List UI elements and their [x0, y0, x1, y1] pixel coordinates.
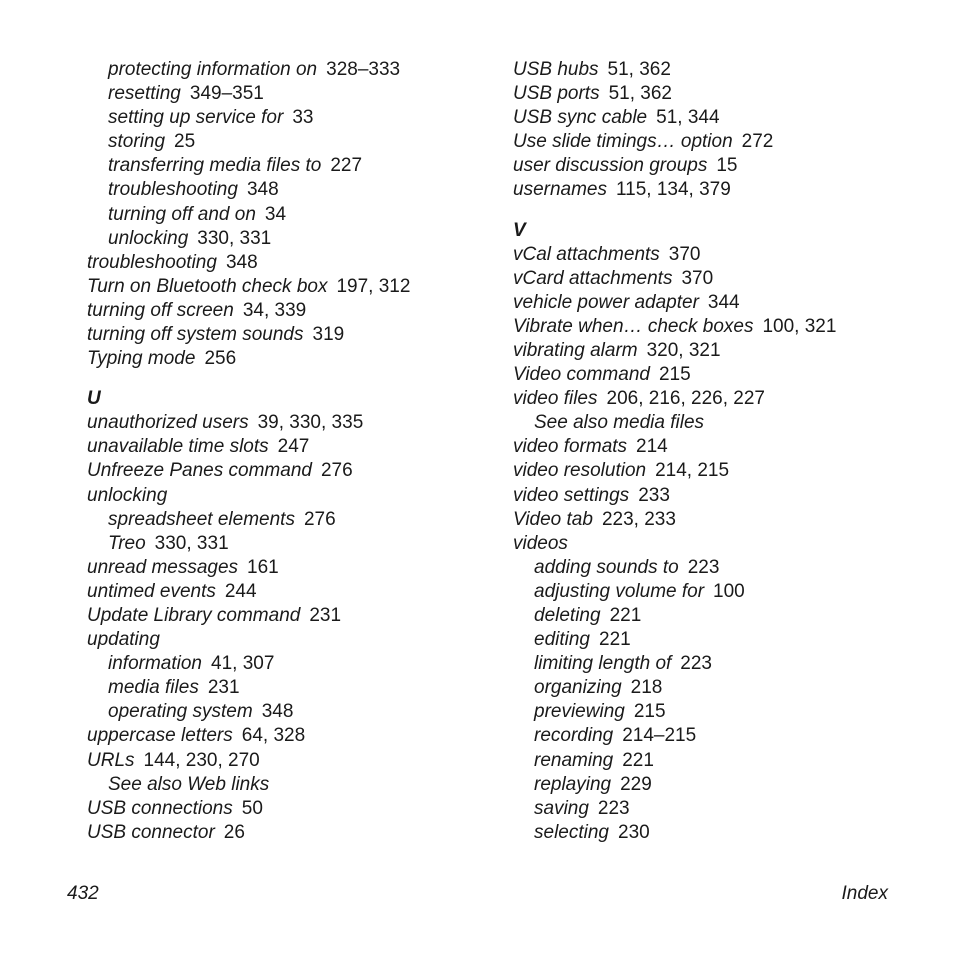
index-subentry: [513, 604, 913, 628]
index-term: video formats: [513, 436, 628, 458]
index-page-refs: 39, 330, 335: [257, 412, 364, 434]
index-term: limiting length of: [534, 653, 672, 675]
index-page-refs: 51, 344: [656, 107, 720, 129]
index-term: previewing: [534, 701, 625, 723]
index-page-refs: 276: [303, 508, 336, 530]
index-entry: [87, 275, 487, 299]
index-page-refs: 51, 362: [608, 83, 672, 105]
index-entry: [87, 749, 487, 773]
index-page-refs: 223: [687, 556, 720, 578]
entries-top-left: [87, 58, 487, 371]
index-term: See also Web links: [108, 773, 270, 795]
index-entry: [87, 556, 487, 580]
section-letter-u: U: [87, 388, 101, 410]
page-number: 432: [67, 883, 99, 904]
index-subentry: [87, 106, 487, 130]
index-page-refs: 144, 230, 270: [143, 749, 260, 771]
index-page-refs: 50: [241, 797, 263, 819]
index-entry: [513, 435, 913, 459]
index-entry: [513, 82, 913, 106]
index-term: video resolution: [513, 460, 647, 482]
index-page-refs: 348: [261, 701, 294, 723]
index-page-refs: 330, 331: [154, 532, 229, 554]
index-term: untimed events: [87, 580, 216, 602]
index-page-refs: 344: [707, 291, 740, 313]
index-entry: [513, 532, 913, 556]
index-term: USB sync cable: [513, 107, 648, 129]
index-term: Video command: [513, 364, 650, 386]
index-term: USB ports: [513, 83, 600, 105]
index-subentry: [87, 700, 487, 724]
index-page-refs: 214, 215: [655, 460, 730, 482]
entries-section-u: [87, 411, 487, 845]
index-term: videos: [513, 532, 568, 554]
index-term: video files: [513, 388, 598, 410]
index-entry: [513, 484, 913, 508]
index-term: vibrating alarm: [513, 339, 638, 361]
index-page-refs: 197, 312: [336, 275, 411, 297]
index-term: setting up service for: [108, 107, 284, 129]
index-term: video settings: [513, 484, 630, 506]
index-term: unlocking: [87, 484, 168, 506]
index-entry: [513, 154, 913, 178]
index-term: recording: [534, 725, 614, 747]
index-term: unavailable time slots: [87, 436, 269, 458]
index-term: editing: [534, 629, 590, 651]
index-subentry: [87, 58, 487, 82]
index-page-refs: 231: [309, 604, 342, 626]
index-page-refs: 223: [597, 797, 630, 819]
index-entry: [87, 821, 487, 845]
index-entry: [513, 243, 913, 267]
index-page-refs: 244: [224, 580, 257, 602]
index-page-refs: 328–333: [326, 59, 401, 80]
index-entry: [513, 267, 913, 291]
index-entry: [513, 178, 913, 202]
index-term: information: [108, 653, 202, 675]
index-page-refs: 319: [312, 324, 345, 346]
index-page-refs: 33: [292, 107, 314, 129]
index-page-refs: 25: [174, 131, 196, 153]
index-term: turning off screen: [87, 299, 234, 321]
index-entry: [513, 106, 913, 130]
index-page-refs: 223: [680, 653, 712, 675]
index-page-refs: 161: [247, 556, 279, 578]
index-page-refs: 214–215: [622, 725, 697, 747]
index-page-refs: 215: [633, 701, 666, 723]
index-entry: [513, 291, 913, 315]
index-entry: [87, 724, 487, 748]
index-subentry: [513, 821, 913, 845]
index-page-refs: 221: [609, 604, 642, 626]
index-term: user discussion groups: [513, 155, 708, 177]
index-subentry: [513, 411, 913, 435]
index-term: updating: [87, 629, 160, 651]
index-subentry: [87, 652, 487, 676]
index-term: spreadsheet elements: [108, 508, 295, 530]
index-page-refs: 206, 216, 226, 227: [606, 388, 765, 410]
index-term: adjusting volume for: [534, 580, 705, 602]
index-page-refs: 231: [207, 677, 240, 699]
index-term: storing: [108, 131, 166, 153]
index-page-refs: 15: [716, 155, 738, 177]
index-page-refs: 221: [599, 629, 631, 651]
index-term: USB hubs: [513, 59, 599, 80]
index-term: Unfreeze Panes command: [87, 460, 312, 482]
index-subentry: [87, 130, 487, 154]
index-subentry: [513, 797, 913, 821]
index-entry: [513, 508, 913, 532]
index-term: See also media files: [534, 412, 705, 434]
index-term: media files: [108, 677, 199, 699]
index-term: Vibrate when… check boxes: [513, 315, 754, 337]
index-entry: [513, 58, 913, 82]
index-term: uppercase letters: [87, 725, 233, 747]
index-term: turning off and on: [108, 203, 256, 225]
index-page-refs: 214: [636, 436, 668, 458]
index-page-refs: 229: [620, 773, 652, 795]
index-term: operating system: [108, 701, 253, 723]
index-term: usernames: [513, 179, 607, 201]
index-term: Use slide timings… option: [513, 131, 733, 153]
index-page-refs: 100, 321: [762, 315, 837, 337]
index-page-refs: 221: [622, 749, 654, 771]
index-term: URLs: [87, 749, 135, 771]
index-page-refs: 34, 339: [242, 299, 307, 321]
index-term: replaying: [534, 773, 612, 795]
index-subentry: [513, 724, 913, 748]
section-letter-v: V: [513, 219, 526, 241]
index-term: saving: [534, 797, 589, 819]
index-term: Turn on Bluetooth check box: [87, 275, 328, 297]
index-term: turning off system sounds: [87, 324, 304, 346]
index-page-refs: 276: [320, 460, 353, 482]
index-term: unlocking: [108, 227, 189, 249]
index-term: adding sounds to: [534, 556, 679, 578]
index-term: renaming: [534, 749, 614, 771]
index-entry: [87, 347, 487, 371]
index-term: troubleshooting: [87, 251, 217, 273]
index-page-refs: 34: [264, 203, 287, 225]
index-page-refs: 51, 362: [607, 59, 671, 80]
index-subentry: [513, 628, 913, 652]
index-page-refs: 26: [223, 821, 245, 843]
index-term: USB connector: [87, 821, 215, 843]
index-page-refs: 320, 321: [646, 339, 721, 361]
index-entry: [87, 580, 487, 604]
index-page-refs: 272: [741, 131, 774, 153]
index-page-refs: 330, 331: [197, 227, 272, 249]
index-subentry: [513, 700, 913, 724]
index-page-refs: 247: [277, 436, 310, 458]
index-subentry: [513, 580, 913, 604]
index-subentry: [87, 178, 487, 202]
index-page-refs: 41, 307: [211, 653, 275, 675]
index-subentry: [87, 532, 487, 556]
index-entry: [87, 484, 487, 508]
index-subentry: [513, 749, 913, 773]
index-term: Update Library command: [87, 604, 301, 626]
index-entry: [513, 387, 913, 411]
index-entry: [87, 435, 487, 459]
index-entry: [513, 339, 913, 363]
index-term: unauthorized users: [87, 412, 249, 434]
index-term: selecting: [534, 821, 609, 843]
index-page-refs: 349–351: [189, 83, 264, 105]
index-page-refs: 256: [204, 348, 237, 370]
index-subentry: [87, 773, 487, 797]
index-subentry: [513, 676, 913, 700]
index-term: Typing mode: [87, 348, 196, 370]
index-subentry: [513, 773, 913, 797]
index-term: vehicle power adapter: [513, 291, 699, 313]
index-entry: [87, 299, 487, 323]
footer-section-name: Index: [841, 883, 888, 904]
index-page-refs: 223, 233: [601, 508, 676, 530]
index-term: Treo: [108, 532, 146, 554]
index-subentry: [513, 652, 913, 676]
index-entry: [513, 363, 913, 387]
index-subentry: [513, 556, 913, 580]
index-column-right: [513, 58, 913, 845]
index-term: deleting: [534, 604, 601, 626]
index-page-refs: 348: [246, 179, 279, 201]
index-entry: [87, 797, 487, 821]
index-subentry: [87, 508, 487, 532]
index-page-refs: 348: [225, 251, 258, 273]
index-term: transferring media files to: [108, 155, 322, 177]
index-subentry: [87, 676, 487, 700]
index-subentry: [87, 227, 487, 251]
index-term: vCal attachments: [513, 243, 660, 265]
index-page-refs: 227: [330, 155, 363, 177]
index-entry: [87, 628, 487, 652]
index-entry: [513, 130, 913, 154]
index-subentry: [87, 82, 487, 106]
entries-top-right: [513, 58, 913, 203]
index-term: unread messages: [87, 556, 239, 578]
index-term: vCard attachments: [513, 267, 673, 289]
index-entry: [513, 459, 913, 483]
index-entry: [513, 315, 913, 339]
index-page-refs: 370: [668, 243, 701, 265]
index-entry: [87, 459, 487, 483]
index-page-refs: 64, 328: [241, 725, 306, 747]
entries-section-v: [513, 243, 913, 845]
index-term: USB connections: [87, 797, 233, 819]
index-term: troubleshooting: [108, 179, 238, 201]
index-column-left: [87, 58, 487, 845]
index-subentry: [87, 203, 487, 227]
index-term: resetting: [108, 83, 181, 105]
index-page-refs: 230: [618, 821, 650, 843]
index-entry: [87, 251, 487, 275]
index-term: protecting information on: [108, 59, 318, 80]
index-page-refs: 233: [638, 484, 670, 506]
index-entry: [87, 604, 487, 628]
index-page-refs: 370: [681, 267, 714, 289]
index-entry: [87, 411, 487, 435]
index-page-refs: 115, 134, 379: [616, 179, 731, 201]
index-page-refs: 218: [630, 677, 663, 699]
index-entry: [87, 323, 487, 347]
index-page-refs: 100: [713, 580, 745, 602]
index-term: organizing: [534, 677, 622, 699]
index-page-refs: 215: [658, 364, 691, 386]
index-subentry: [87, 154, 487, 178]
index-term: Video tab: [513, 508, 593, 530]
